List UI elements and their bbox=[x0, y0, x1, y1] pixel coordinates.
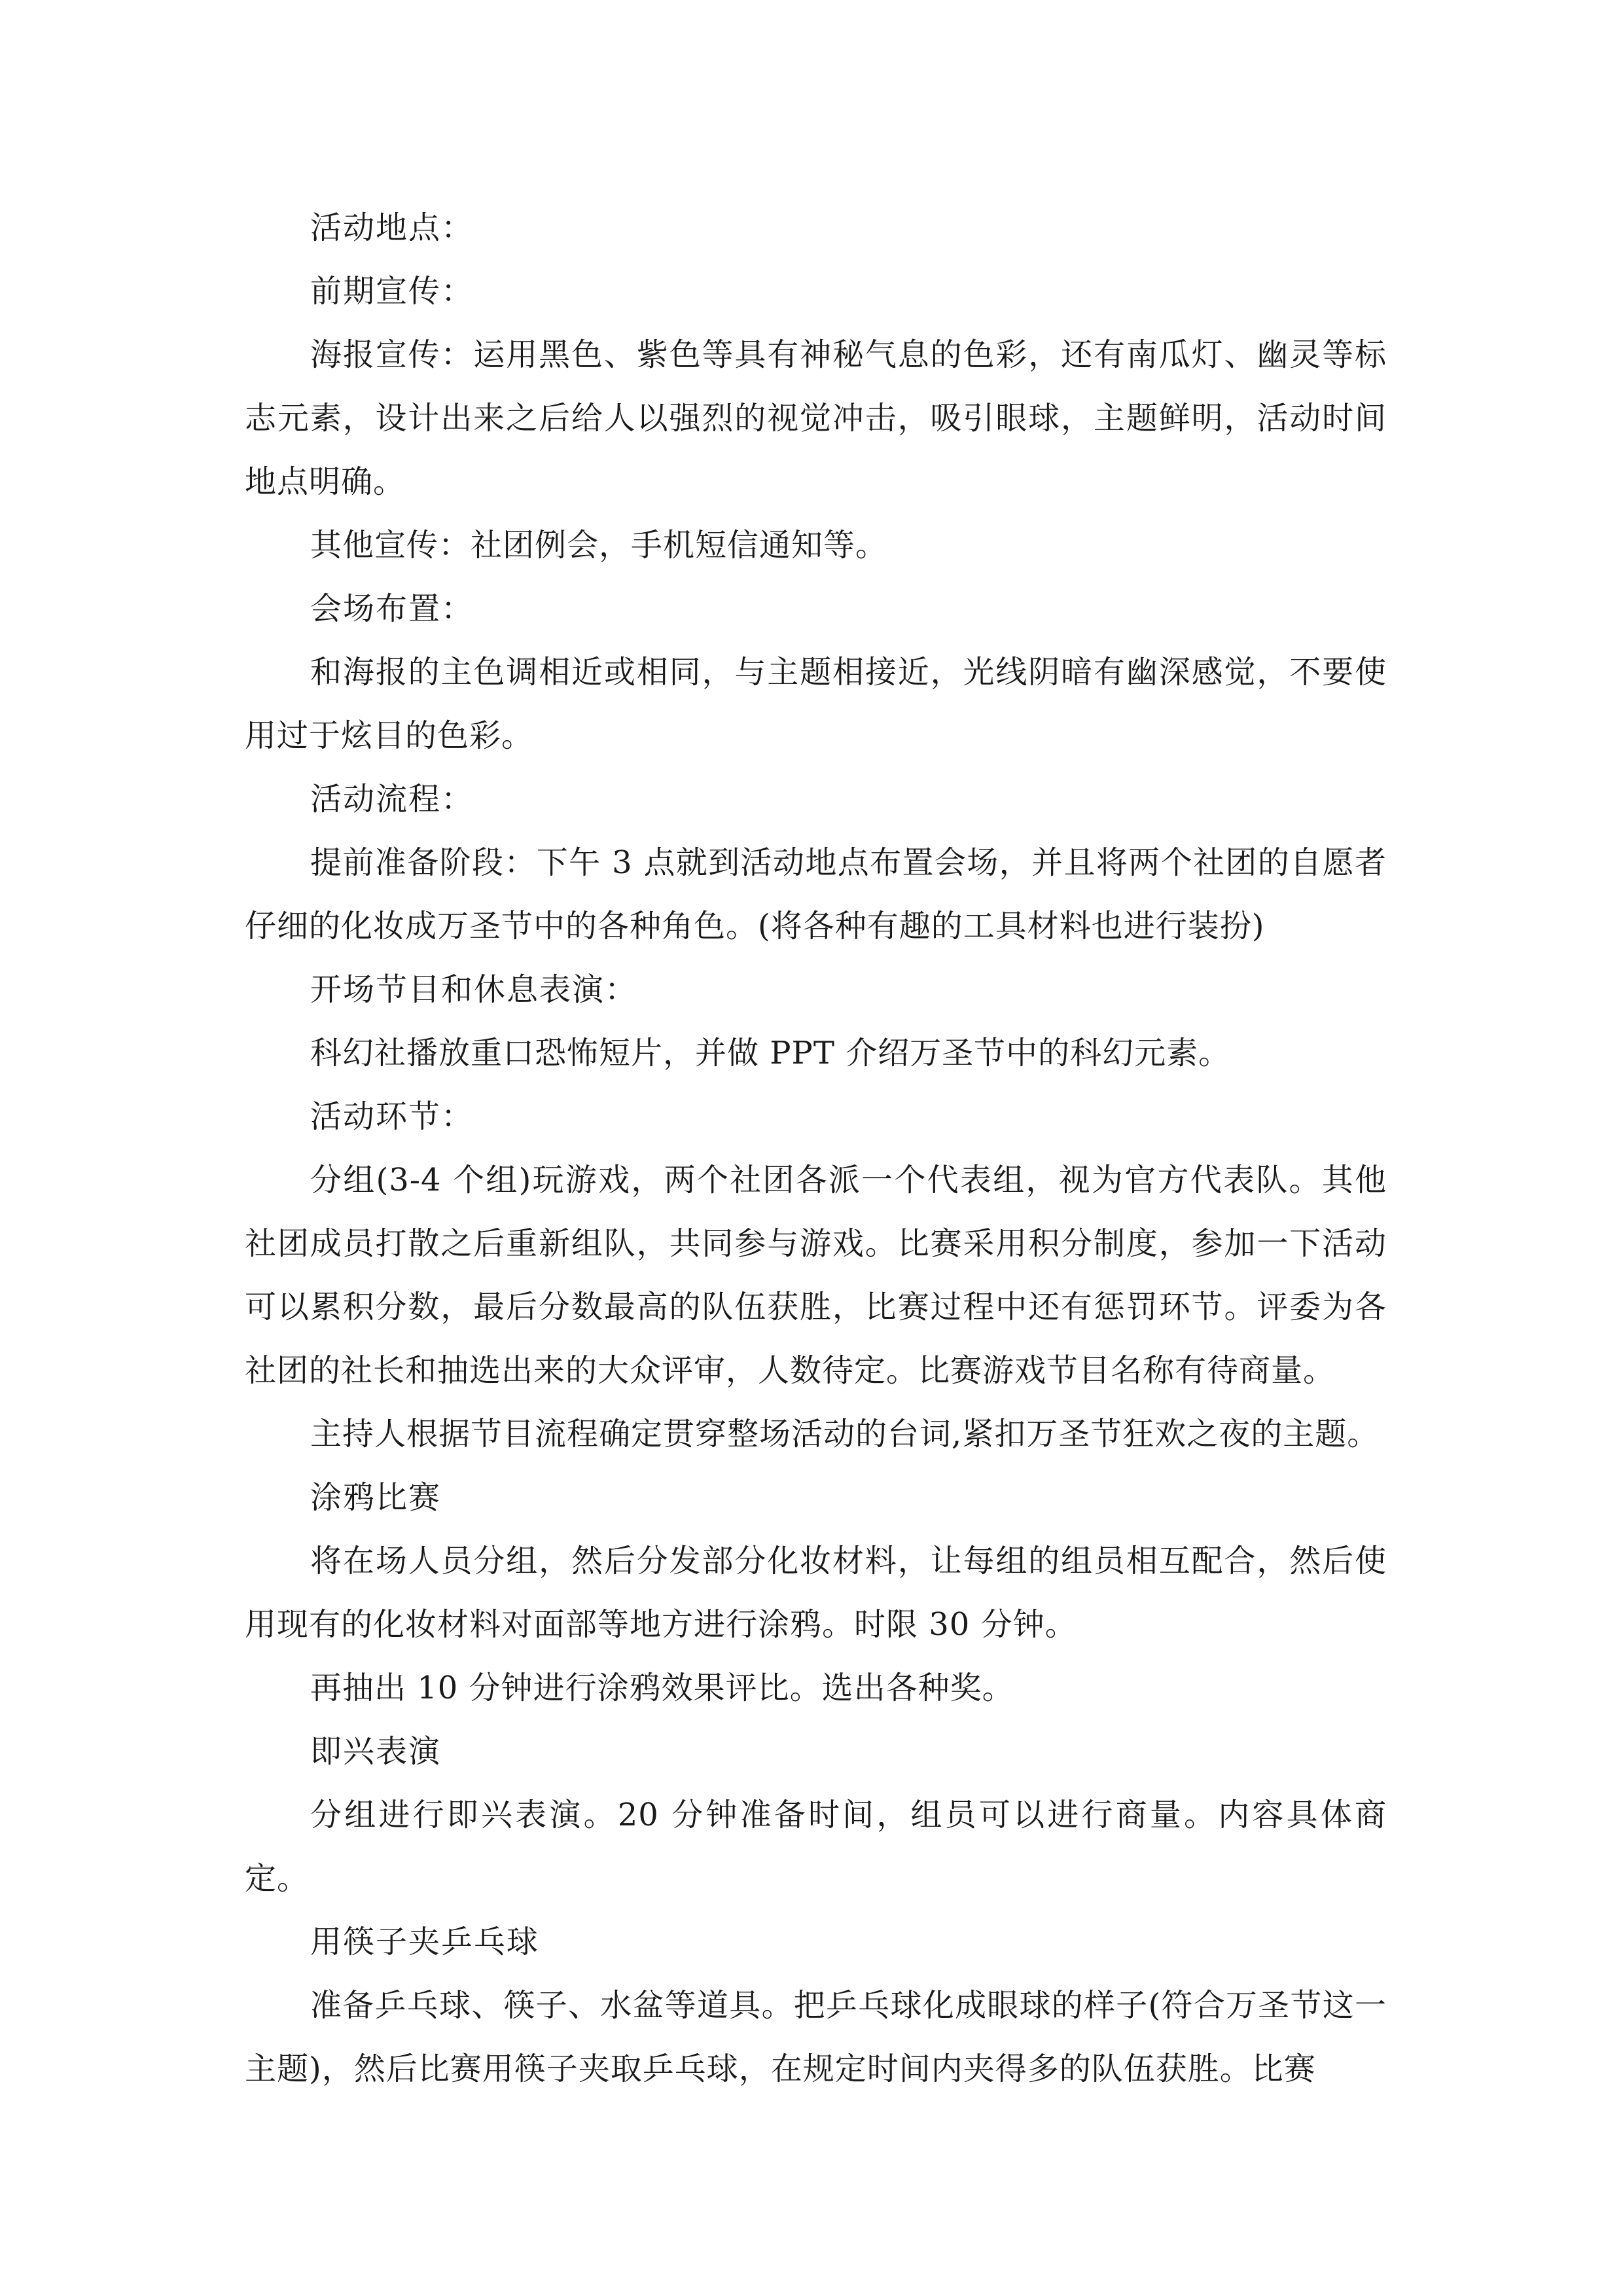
paragraph-improv-description: 分组进行即兴表演。20 分钟准备时间，组员可以进行商量。内容具体商定。 bbox=[245, 1797, 1387, 1897]
paragraph-host-script: 主持人根据节目流程确定贯穿整场活动的台词,紧扣万圣节狂欢之夜的主题。 bbox=[310, 1416, 1380, 1452]
paragraph-group-games: 分组(3-4 个组)玩游戏，两个社团各派一个代表组，视为官方代表队。其他社团成员打散之后重新组队，共同参与游戏。比赛采用积分制度，参加一下活动可以累积分数，最后分数最高的队伍获胜，比赛过程中还有惩罚环节。评委为各社团的社长和抽选出来的大众评审，人数待定。比赛游戏节目名称有待商量。 bbox=[245, 1162, 1387, 1389]
paragraph-other-promotion: 其他宣传：社团例会，手机短信通知等。 bbox=[310, 527, 888, 564]
paragraph-scifi-club: 科幻社播放重口恐怖短片，并做 PPT 介绍万圣节中的科幻元素。 bbox=[310, 1035, 1231, 1071]
paragraph-chopsticks-description: 准备乒乓球、筷子、水盆等道具。把乒乓球化成眼球的样子(符合万圣节这一主题)，然后比赛用筷子夹取乒乓球，在规定时间内夹得多的队伍获胜。比赛 bbox=[245, 1987, 1387, 2087]
paragraph-venue-description: 和海报的主色调相近或相同，与主题相接近，光线阴暗有幽深感觉，不要使用过于炫目的色彩。 bbox=[245, 654, 1387, 754]
document-body bbox=[245, 196, 1387, 2101]
paragraph-venue-setup: 会场布置： bbox=[310, 590, 474, 627]
paragraph-graffiti-description: 将在场人员分组，然后分发部分化妆材料，让每组的组员相互配合，然后使用现有的化妆材料对面部等地方进行涂鸦。时限 30 分钟。 bbox=[245, 1543, 1387, 1643]
paragraph-activity-location: 活动地点： bbox=[310, 209, 474, 246]
paragraph-chopsticks-pingpong: 用筷子夹乒乓球 bbox=[310, 1924, 540, 1960]
paragraph-graffiti-judging: 再抽出 10 分钟进行涂鸦效果评比。选出各种奖。 bbox=[310, 1670, 1014, 1706]
paragraph-activity-flow: 活动流程： bbox=[310, 781, 474, 817]
paragraph-early-promotion: 前期宣传： bbox=[310, 273, 474, 310]
paragraph-graffiti-contest: 涂鸦比赛 bbox=[310, 1479, 442, 1516]
paragraph-improv-show: 即兴表演 bbox=[310, 1733, 442, 1770]
paragraph-preparation-stage: 提前准备阶段：下午 3 点就到活动地点布置会场，并且将两个社团的自愿者仔细的化妆成万圣节中的各种角色。(将各种有趣的工具材料也进行装扮) bbox=[245, 844, 1387, 944]
paragraph-poster-promotion: 海报宣传：运用黑色、紫色等具有神秘气息的色彩，还有南瓜灯、幽灵等标志元素，设计出来之后给人以强烈的视觉冲击，吸引眼球，主题鲜明，活动时间地点明确。 bbox=[245, 336, 1387, 500]
paragraph-activity-segments: 活动环节： bbox=[310, 1098, 474, 1135]
paragraph-opening-show: 开场节目和休息表演： bbox=[310, 971, 638, 1008]
